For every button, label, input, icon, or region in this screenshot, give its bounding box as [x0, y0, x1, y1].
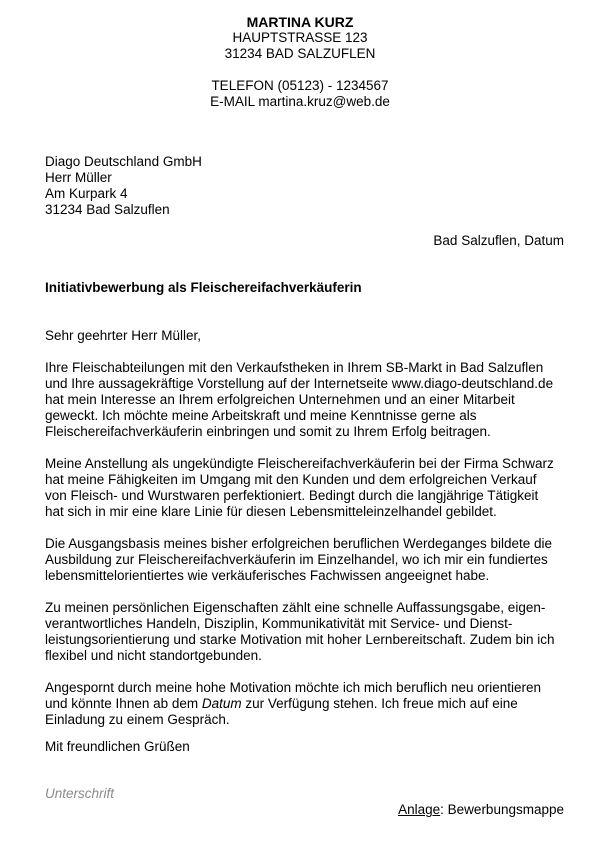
paragraph-line-end: zur Verfügung stehen. Ich freue mich auf eine	[241, 696, 518, 711]
sender-block	[0, 14, 600, 110]
paragraph-line: geweckt. Ich möchte meine Arbeitskraft und meine Kenntnisse gerne als	[45, 408, 477, 423]
paragraph-line: Fleischereifachverkäuferin einbringen und somit zu Ihrem Erfolg beitragen.	[45, 424, 491, 439]
paragraph-line: lebensmittelorientiertes wie verkäuferisches Fachwissen angeeignet habe.	[45, 568, 490, 583]
sender-city: 31234 BAD SALZUFLEN	[224, 46, 376, 61]
paragraph-line: Zu meinen persönlichen Eigenschaften zählt eine schnelle Auffassungsgabe, eigen-	[45, 600, 546, 615]
place-date: Bad Salzuflen, Datum	[433, 233, 564, 248]
paragraph-3	[45, 536, 575, 584]
paragraph-line: verantwortliches Handeln, Disziplin, Kommunikativität mit Service- und Dienst-	[45, 616, 513, 631]
paragraph-line: Meine Anstellung als ungekündigte Fleischereifachverkäuferin bei der Firma Schwarz	[45, 456, 554, 471]
paragraph-line: hat mein Interesse an Ihrem erfolgreichen Unternehmen und an einer Mitarbeit	[45, 392, 515, 407]
paragraph-2	[45, 456, 575, 520]
paragraph-4	[45, 600, 575, 664]
paragraph-line: Ausbildung zur Fleischereifachverkäuferin im Einzelhandel, wo ich mir ein fundiertes	[45, 552, 548, 567]
header-spacer	[0, 62, 600, 78]
paragraph-line: Einladung zu einem Gespräch.	[45, 712, 230, 727]
recipient-company: Diago Deutschland GmbH	[45, 154, 202, 169]
salutation: Sehr geehrter Herr Müller,	[45, 328, 202, 343]
paragraph-5	[45, 680, 575, 728]
paragraph-line: hat meine Fähigkeiten im Umgang mit den Kunden und dem erfolgreichen Verkauf	[45, 472, 537, 487]
closing-phrase: Mit freundlichen Grüßen	[45, 739, 190, 754]
sender-email: E-MAIL martina.kruz@web.de	[210, 94, 390, 109]
letter-body	[45, 328, 575, 744]
signature-placeholder: Unterschrift	[45, 786, 115, 801]
paragraph-line: Die Ausgangsbasis meines bisher erfolgreichen beruflichen Werdeganges bildete die	[45, 536, 553, 551]
recipient-block	[45, 154, 202, 218]
recipient-city: 31234 Bad Salzuflen	[45, 202, 170, 217]
paragraph-line: flexibel und nicht standortgebunden.	[45, 648, 262, 663]
paragraph-1	[45, 360, 575, 440]
paragraph-line: hat sich in mir eine klare Linie für diesen Lebensmitteleinzelhandel gebildet.	[45, 504, 497, 519]
attachment-note	[398, 802, 564, 818]
attachment-separator: :	[440, 802, 448, 817]
paragraph-line: Angespornt durch meine hohe Motivation möchte ich mich beruflich neu orientieren	[45, 680, 542, 695]
sender-street: HAUPTSTRASSE 123	[232, 30, 368, 45]
attachment-label: Anlage	[398, 802, 441, 817]
paragraph-line: und Ihre aussagekräftige Vorstellung auf der Internetseite www.diago-deutschland.de	[45, 376, 554, 391]
sender-phone: TELEFON (05123) - 1234567	[211, 78, 389, 93]
paragraph-line-start: und könnte Ihnen ab dem	[45, 696, 202, 711]
recipient-person: Herr Müller	[45, 170, 112, 185]
paragraph-line: Ihre Fleischabteilungen mit den Verkaufstheken in Ihrem SB-Markt in Bad Salzuflen	[45, 360, 544, 375]
date-placeholder: Datum	[201, 696, 242, 711]
subject-line: Initiativbewerbung als Fleischereifachverkäuferin	[45, 280, 362, 295]
paragraph-line: leistungsorientierung und starke Motivation mit hoher Lernbereitschaft. Zudem bin ich	[45, 632, 555, 647]
recipient-street: Am Kurpark 4	[45, 186, 128, 201]
paragraph-line: von Fleisch- und Wurstwaren perfektioniert. Bedingt durch die langjährige Tätigkeit	[45, 488, 539, 503]
sender-name: MARTINA KURZ	[246, 14, 354, 30]
attachment-value: Bewerbungsmappe	[447, 802, 564, 817]
